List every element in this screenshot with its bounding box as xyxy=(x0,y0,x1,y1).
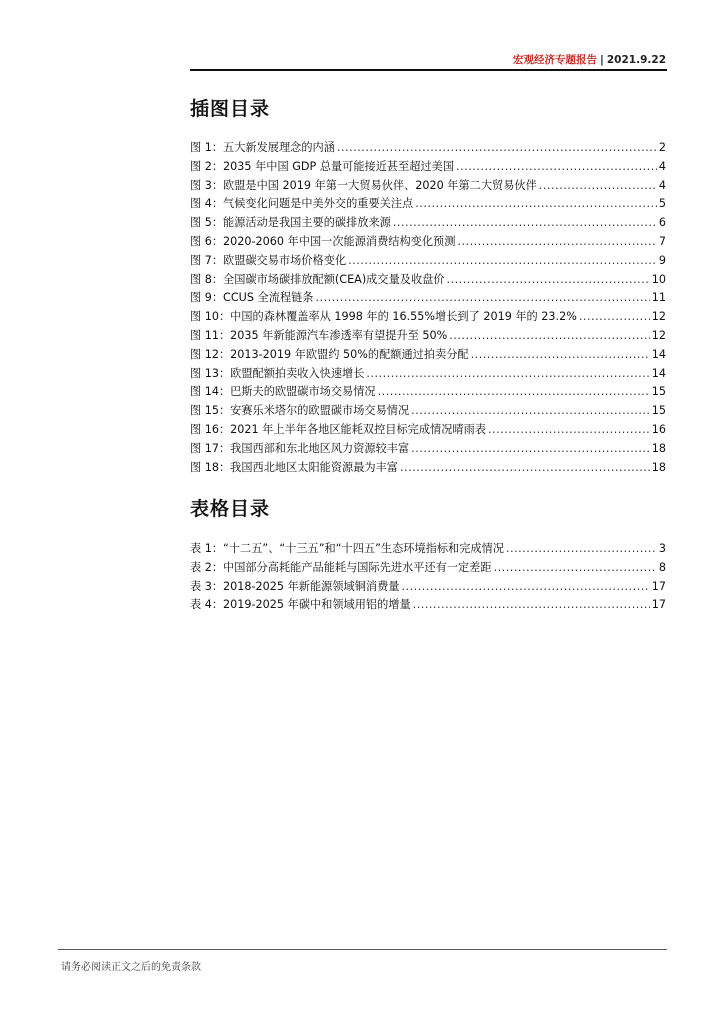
toc-entry-page: 16 xyxy=(651,422,666,436)
toc-leader-dots xyxy=(415,195,657,214)
toc-entry[interactable] xyxy=(190,158,666,177)
toc-entry-page: 11 xyxy=(651,291,666,305)
toc-leader-dots xyxy=(457,233,656,252)
toc-entry-label: 图 2：2035 年中国 GDP 总量可能接近甚至超过美国 xyxy=(190,159,455,173)
toc-entry-label: 图 15：安赛乐米塔尔的欧盟碳市场交易情况 xyxy=(190,404,410,418)
toc-entry[interactable] xyxy=(190,383,666,402)
toc-entry-page: 14 xyxy=(651,347,666,361)
toc-leader-dots xyxy=(315,289,649,308)
toc-entry[interactable] xyxy=(190,327,666,346)
toc-entry-label: 图 13：欧盟配额拍卖收入快速增长 xyxy=(190,366,365,380)
toc-entry[interactable] xyxy=(190,559,666,578)
footer-disclaimer: 请务必阅读正文之后的免责条款 xyxy=(61,962,201,973)
toc-leader-dots xyxy=(366,365,649,384)
toc-entry[interactable] xyxy=(190,459,666,478)
toc-leader-dots xyxy=(449,327,650,346)
toc-entry-label: 图 11：2035 年新能源汽车渗透率有望提升至 50% xyxy=(190,328,448,342)
toc-entry-page: 5 xyxy=(658,197,666,211)
toc-entry-label: 表 3：2018-2025 年新能源领域铜消费量 xyxy=(190,579,400,593)
toc-leader-dots xyxy=(579,308,650,327)
toc-leader-dots xyxy=(393,214,657,233)
toc-entry-label: 图 1：五大新发展理念的内涵 xyxy=(190,141,335,154)
toc-entry-label: 图 3：欧盟是中国 2019 年第一大贸易伙伴、2020 年第二大贸易伙伴 xyxy=(190,178,537,192)
toc-entry[interactable] xyxy=(190,252,666,271)
toc-entry-page: 18 xyxy=(651,441,666,455)
tables-section-title: 表格目录 xyxy=(190,498,271,520)
toc-entry-label: 图 6：2020-2060 年中国一次能源消费结构变化预测 xyxy=(190,234,456,248)
toc-entry-label: 图 12：2013-2019 年欧盟约 50%的配额通过拍卖分配 xyxy=(190,347,469,361)
toc-leader-dots xyxy=(401,578,649,597)
toc-entry-page: 8 xyxy=(658,560,666,574)
report-type: 宏观经济专题报告 xyxy=(513,54,598,66)
toc-entry-page: 15 xyxy=(651,404,666,418)
toc-leader-dots xyxy=(447,271,650,290)
header-divider xyxy=(190,69,667,71)
tables-list xyxy=(190,540,666,615)
toc-leader-dots xyxy=(378,383,650,402)
report-header xyxy=(513,52,666,67)
toc-entry-page: 6 xyxy=(658,216,666,230)
toc-entry-label: 图 18：我国西北地区太阳能资源最为丰富 xyxy=(190,460,398,474)
toc-entry-label: 表 1：“十二五”、“十三五”和“十四五”生态环境指标和完成情况 xyxy=(190,542,504,555)
toc-leader-dots xyxy=(400,459,650,478)
toc-entry-page: 14 xyxy=(651,366,666,380)
toc-entry-page: 4 xyxy=(658,178,666,192)
toc-entry-page: 18 xyxy=(651,460,666,474)
toc-leader-dots xyxy=(413,596,650,615)
toc-leader-dots xyxy=(494,559,657,578)
toc-entry-label: 图 4：气候变化问题是中美外交的重要关注点 xyxy=(190,197,414,211)
toc-entry-label: 图 5：能源活动是我国主要的碳排放来源 xyxy=(190,216,391,230)
toc-entry[interactable] xyxy=(190,177,666,196)
header-separator: | xyxy=(600,54,604,66)
toc-entry[interactable] xyxy=(190,440,666,459)
toc-entry-page: 3 xyxy=(658,542,666,555)
toc-leader-dots xyxy=(411,440,650,459)
toc-entry-page: 9 xyxy=(658,253,666,267)
toc-entry[interactable] xyxy=(190,289,666,308)
figures-section-title: 插图目录 xyxy=(190,98,271,120)
toc-entry[interactable] xyxy=(190,578,666,597)
toc-entry-page: 15 xyxy=(651,385,666,399)
report-date: 2021.9.22 xyxy=(606,54,666,66)
toc-entry[interactable] xyxy=(190,308,666,327)
toc-entry-page: 10 xyxy=(651,272,666,286)
toc-entry[interactable] xyxy=(190,214,666,233)
toc-entry-label: 图 9：CCUS 全流程链条 xyxy=(190,291,314,305)
toc-entry[interactable] xyxy=(190,596,666,615)
toc-entry[interactable] xyxy=(190,195,666,214)
toc-entry[interactable] xyxy=(190,402,666,421)
toc-entry-label: 图 16：2021 年上半年各地区能耗双控目标完成情况晴雨表 xyxy=(190,422,486,436)
toc-entry-page: 2 xyxy=(658,141,666,154)
toc-entry-page: 17 xyxy=(651,598,666,612)
toc-entry[interactable] xyxy=(190,271,666,290)
toc-entry-label: 表 2：中国部分高耗能产品能耗与国际先进水平还有一定差距 xyxy=(190,560,492,574)
toc-entry-label: 表 4：2019-2025 年碳中和领域用铝的增量 xyxy=(190,598,411,612)
toc-entry[interactable] xyxy=(190,139,666,158)
toc-entry[interactable] xyxy=(190,346,666,365)
toc-entry[interactable] xyxy=(190,540,666,559)
toc-entry-page: 7 xyxy=(658,234,666,248)
toc-leader-dots xyxy=(348,252,657,271)
toc-leader-dots xyxy=(488,421,650,440)
toc-entry-page: 12 xyxy=(651,310,666,324)
toc-leader-dots xyxy=(411,402,650,421)
toc-leader-dots xyxy=(471,346,650,365)
toc-entry-label: 图 14：巴斯夫的欧盟碳市场交易情况 xyxy=(190,385,376,399)
footer-divider xyxy=(58,949,667,950)
figures-list xyxy=(190,139,666,477)
toc-leader-dots xyxy=(506,540,657,559)
toc-entry-page: 4 xyxy=(658,159,666,173)
toc-leader-dots xyxy=(456,158,657,177)
toc-entry-page: 17 xyxy=(651,579,666,593)
toc-entry[interactable] xyxy=(190,365,666,384)
toc-entry-label: 图 8：全国碳市场碳排放配额(CEA)成交量及收盘价 xyxy=(190,272,445,286)
toc-entry-label: 图 17：我国西部和东北地区风力资源较丰富 xyxy=(190,441,410,455)
toc-entry-label: 图 7：欧盟碳交易市场价格变化 xyxy=(190,253,347,267)
toc-entry[interactable] xyxy=(190,421,666,440)
toc-leader-dots xyxy=(337,139,657,158)
toc-entry[interactable] xyxy=(190,233,666,252)
toc-leader-dots xyxy=(539,177,657,196)
toc-entry-label: 图 10：中国的森林覆盖率从 1998 年的 16.55%增长到了 2019 年的 23.2% xyxy=(190,310,577,324)
toc-entry-page: 12 xyxy=(651,328,666,342)
